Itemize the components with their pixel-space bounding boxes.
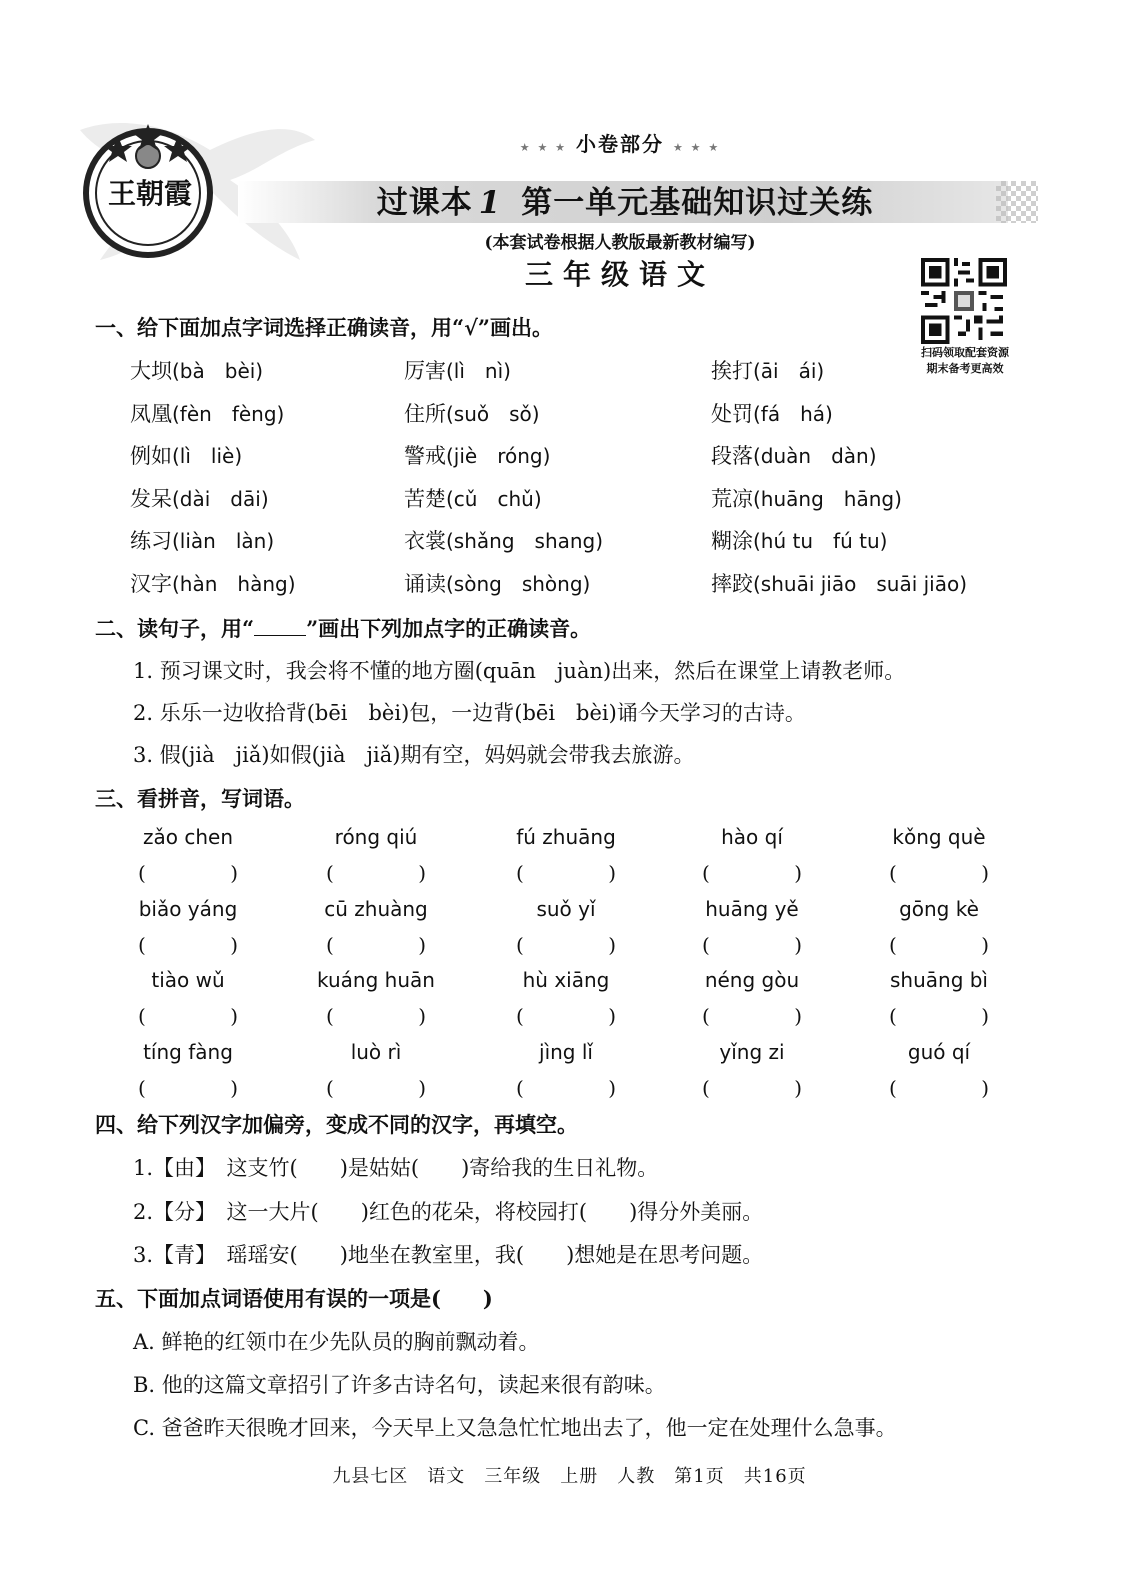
open-paren: (	[889, 932, 897, 957]
section-3-heading: 三、看拼音，写词语。	[95, 786, 305, 811]
logo-text: 王朝霞	[107, 177, 192, 210]
answer-blank[interactable]	[702, 933, 802, 957]
section-4-line-3: 3.【青】 瑶瑶安( )地坐在教室里，我( )想她是在思考问题。	[133, 1243, 764, 1267]
pinyin-options: (bà bèi)	[172, 359, 264, 383]
pinyin-choice-item	[130, 569, 296, 599]
pinyin-prompt: tiào wǔ	[151, 968, 225, 992]
pinyin-options: (jiè róng)	[446, 444, 551, 468]
close-paren: )	[608, 1004, 616, 1028]
pinyin-options: (huāng hāng)	[753, 486, 902, 511]
section-1-heading: 一、给下面加点字词选择正确读音，用“√”画出。	[95, 315, 553, 340]
dotted-word: 摔跤	[711, 571, 753, 596]
answer-blank[interactable]	[326, 1004, 426, 1028]
open-paren: (	[889, 1004, 897, 1028]
pinyin-choice-item	[404, 484, 542, 514]
close-paren: )	[981, 1075, 989, 1100]
open-paren: (	[516, 861, 524, 885]
open-paren: (	[326, 932, 334, 957]
answer-blank[interactable]	[326, 861, 426, 885]
pinyin-choice-item	[130, 356, 263, 386]
close-paren: )	[794, 932, 802, 957]
answer-blank[interactable]	[702, 1076, 802, 1100]
dotted-word: 例如	[130, 444, 172, 468]
answer-blank[interactable]	[702, 1004, 802, 1028]
pinyin-choice-item	[711, 526, 887, 556]
answer-blank[interactable]	[326, 933, 426, 957]
dotted-word: 汉字	[130, 571, 172, 596]
pinyin-options: (hú tu fú tu)	[753, 529, 888, 553]
pinyin-options: (lì nì)	[446, 359, 511, 383]
open-paren: (	[326, 1004, 334, 1028]
close-paren: )	[794, 1075, 802, 1100]
pinyin-options: (liàn làn)	[172, 529, 275, 553]
pinyin-prompt: guó qí	[907, 1039, 971, 1064]
series-stars-left: ★ ★ ★	[519, 141, 568, 154]
pinyin-options: (lì liè)	[172, 444, 243, 468]
grade-subject: 三年级语文	[524, 258, 715, 291]
open-paren: (	[516, 1075, 524, 1100]
pinyin-options: (shǎng shang)	[446, 529, 604, 553]
close-paren: )	[230, 1075, 238, 1100]
pinyin-choice-item	[711, 441, 877, 471]
section-2-line-3: 3. 假(jià jiǎ)如假(jià jiǎ)期有空，妈妈就会带我去旅游。	[133, 743, 695, 767]
dotted-word: 糊涂	[711, 529, 753, 553]
open-paren: (	[889, 1075, 897, 1100]
answer-blank[interactable]	[138, 933, 238, 957]
open-paren: (	[138, 1075, 146, 1100]
pinyin-prompt: biǎo yáng	[138, 896, 238, 921]
pinyin-prompt: yǐng zi	[719, 1039, 785, 1064]
open-paren: (	[326, 861, 334, 885]
open-paren: (	[326, 1075, 334, 1100]
open-paren: (	[702, 861, 710, 885]
pinyin-choice-item	[711, 484, 902, 514]
answer-blank[interactable]	[138, 1004, 238, 1028]
answer-blank[interactable]	[702, 861, 802, 885]
section-4-line-1: 1.【由】 这支竹( )是姑姑( )寄给我的生日礼物。	[133, 1156, 659, 1180]
pinyin-prompt: hù xiāng	[522, 968, 610, 992]
close-paren: )	[981, 932, 989, 957]
answer-blank[interactable]	[889, 1076, 989, 1100]
pinyin-prompt: cū zhuàng	[324, 896, 428, 921]
close-paren: )	[230, 932, 238, 957]
close-paren: )	[608, 1075, 616, 1100]
pinyin-options: (fá há)	[753, 401, 833, 426]
pinyin-prompt: kǒng què	[892, 825, 986, 849]
answer-blank[interactable]	[889, 1004, 989, 1028]
pinyin-prompt: huāng yě	[705, 896, 799, 921]
close-paren: )	[418, 932, 426, 957]
series-text: 小卷部分	[576, 132, 664, 156]
dotted-word: 警戒	[404, 444, 446, 468]
series-stars-right: ★ ★ ★	[672, 141, 721, 154]
answer-blank[interactable]	[516, 933, 616, 957]
dotted-word: 诵读	[404, 571, 446, 596]
title-band-pattern	[996, 181, 1038, 223]
close-paren: )	[230, 861, 238, 885]
dotted-word: 段落	[711, 444, 753, 468]
dotted-word: 挨打	[711, 359, 753, 383]
close-paren: )	[794, 1004, 802, 1028]
title-prefix: 过课本	[376, 185, 473, 221]
section-5-option-c: C. 爸爸昨天很晚才回来，今天早上又急急忙忙地出去了，他一定在处理什么急事。	[133, 1416, 897, 1440]
dotted-word: 发呆	[130, 486, 172, 511]
qr-caption-line-1: 扫码领取配套资源	[921, 346, 1009, 359]
close-paren: )	[230, 1004, 238, 1028]
qr-caption	[905, 345, 1025, 377]
series-label	[470, 128, 770, 157]
pinyin-options: (sòng shòng)	[446, 571, 591, 596]
section-2-heading-b: ”画出下列加点字的正确读音。	[306, 616, 592, 641]
close-paren: )	[981, 861, 989, 885]
pinyin-choice-item	[711, 356, 824, 386]
dotted-word: 荒凉	[711, 486, 753, 511]
answer-blank[interactable]	[516, 1004, 616, 1028]
pinyin-choice-item	[404, 569, 590, 599]
underline-blank	[254, 621, 306, 636]
answer-blank[interactable]	[138, 861, 238, 885]
close-paren: )	[608, 861, 616, 885]
page-subtitle: (本套试卷根据人教版最新教材编写)	[484, 233, 756, 253]
open-paren: (	[889, 861, 897, 885]
section-2-heading-a: 二、读句子，用“	[95, 616, 255, 641]
pinyin-options: (āi ái)	[753, 359, 825, 383]
pinyin-choice-item	[130, 399, 284, 429]
page-title	[300, 181, 950, 225]
pinyin-choice-item	[404, 399, 540, 429]
answer-blank[interactable]	[516, 1076, 616, 1100]
open-paren: (	[138, 1004, 146, 1028]
pinyin-options: (dài dāi)	[172, 486, 269, 511]
open-paren: (	[138, 932, 146, 957]
pinyin-options: (cǔ chǔ)	[446, 486, 542, 511]
section-2-line-2: 2. 乐乐一边收拾背(bēi bèi)包，一边背(bēi bèi)诵今天学习的古诗。	[133, 701, 806, 725]
section-2-heading	[95, 614, 591, 644]
section-5-heading: 五、下面加点词语使用有误的一项是( )	[95, 1286, 493, 1311]
pinyin-prompt: néng gòu	[704, 968, 800, 992]
pinyin-choice-item	[130, 441, 242, 471]
dotted-word: 凤凰	[130, 401, 172, 426]
pinyin-choice-item	[711, 569, 967, 599]
dotted-word: 衣裳	[404, 529, 446, 553]
pinyin-prompt: suǒ yǐ	[536, 896, 596, 921]
pinyin-prompt: tíng fàng	[143, 1039, 233, 1064]
open-paren: (	[702, 1004, 710, 1028]
pinyin-options: (suǒ sǒ)	[446, 401, 540, 426]
pinyin-options: (fèn fèng)	[172, 401, 285, 426]
dotted-word: 处罚	[711, 401, 753, 426]
title-main: 第一单元基础知识过关练	[521, 185, 874, 221]
pinyin-options: (shuāi jiāo suāi jiāo)	[753, 571, 968, 596]
section-2-line-1: 1. 预习课文时，我会将不懂的地方圈(quān juàn)出来，然后在课堂上请教老师。	[133, 659, 906, 683]
pinyin-prompt: shuāng bì	[889, 968, 988, 992]
pinyin-choice-item	[711, 399, 833, 429]
qr-caption-line-2: 期末备考更高效	[926, 362, 1004, 375]
pinyin-prompt: kuáng huān	[317, 968, 435, 992]
dotted-word: 苦楚	[404, 486, 446, 511]
dotted-word: 厉害	[404, 359, 446, 383]
dotted-word: 住所	[404, 401, 446, 426]
pinyin-prompt: róng qiú	[334, 825, 418, 849]
pinyin-choice-item	[130, 526, 274, 556]
close-paren: )	[794, 861, 802, 885]
dotted-word: 练习	[130, 529, 172, 553]
page-footer: 九县七区 语文 三年级 上册 人教 第1页 共16页	[332, 1466, 807, 1487]
pinyin-options: (hàn hàng)	[172, 571, 296, 596]
section-4-heading: 四、给下列汉字加偏旁，变成不同的汉字，再填空。	[95, 1112, 578, 1137]
answer-blank[interactable]	[138, 1076, 238, 1100]
answer-blank[interactable]	[516, 861, 616, 885]
close-paren: )	[608, 932, 616, 957]
pinyin-prompt: luò rì	[350, 1039, 402, 1064]
pinyin-choice-item	[404, 526, 603, 556]
close-paren: )	[418, 861, 426, 885]
section-5-option-a: A. 鲜艳的红领巾在少先队员的胸前飘动着。	[133, 1330, 540, 1354]
pinyin-prompt: jìng lǐ	[539, 1039, 593, 1064]
pinyin-choice-item	[404, 441, 550, 471]
close-paren: )	[418, 1075, 426, 1100]
pinyin-prompt: fú zhuāng	[516, 825, 616, 849]
section-5-option-b: B. 他的这篇文章招引了许多古诗名句，读起来很有韵味。	[133, 1373, 666, 1397]
pinyin-prompt: zǎo chen	[143, 825, 233, 849]
open-paren: (	[138, 861, 146, 885]
open-paren: (	[702, 932, 710, 957]
open-paren: (	[516, 1004, 524, 1028]
pinyin-choice-item	[404, 356, 511, 386]
open-paren: (	[516, 932, 524, 957]
qr-code[interactable]	[921, 258, 1007, 344]
section-4-line-2: 2.【分】 这一大片( )红色的花朵，将校园打( )得分外美丽。	[133, 1200, 764, 1224]
open-paren: (	[702, 1075, 710, 1100]
pinyin-options: (duàn dàn)	[753, 444, 877, 468]
close-paren: )	[981, 1004, 989, 1028]
title-number: 1	[478, 185, 502, 221]
pinyin-choice-item	[130, 484, 269, 514]
answer-blank[interactable]	[889, 933, 989, 957]
answer-blank[interactable]	[889, 861, 989, 885]
dotted-word: 大坝	[130, 359, 172, 383]
close-paren: )	[418, 1004, 426, 1028]
pinyin-prompt: gōng kè	[899, 896, 979, 921]
pinyin-prompt: hào qí	[721, 825, 783, 849]
answer-blank[interactable]	[326, 1076, 426, 1100]
